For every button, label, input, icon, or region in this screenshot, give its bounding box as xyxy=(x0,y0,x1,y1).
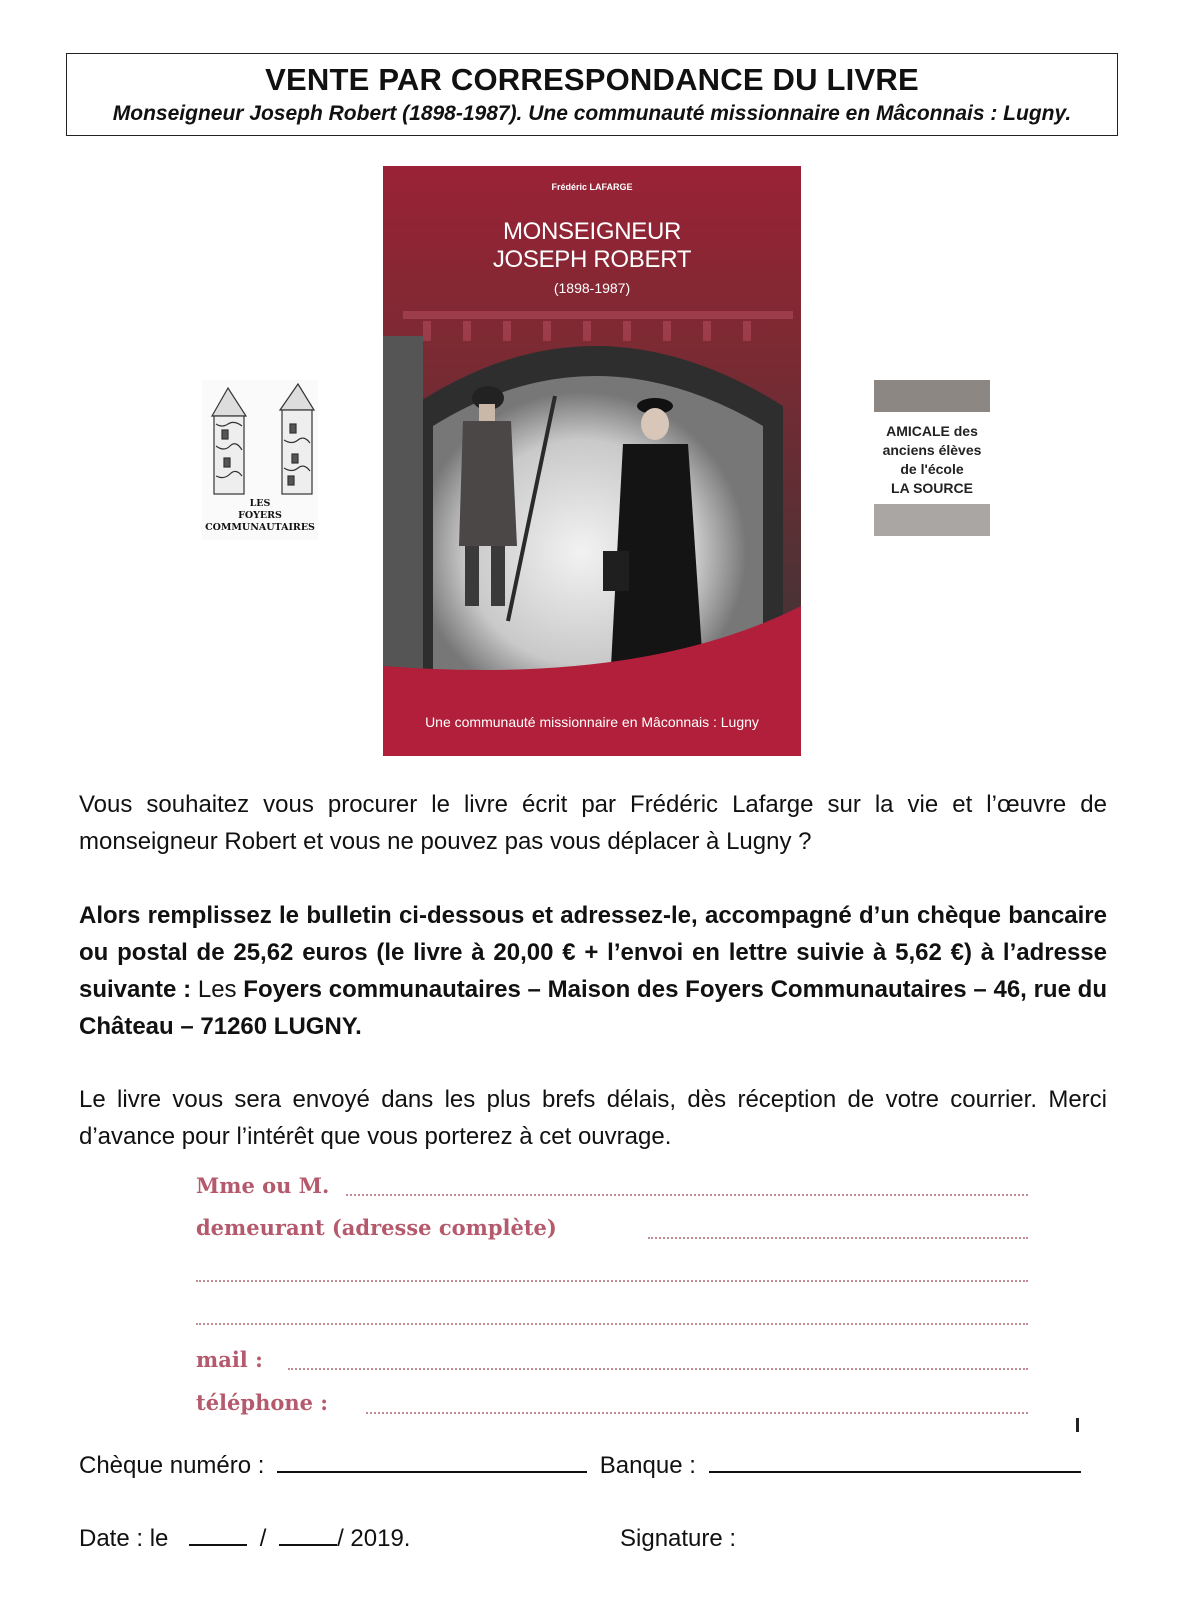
name-field[interactable] xyxy=(346,1194,1028,1196)
name-label: Mme ou M. xyxy=(196,1173,330,1198)
bank-field[interactable] xyxy=(709,1471,1081,1473)
mail-field[interactable] xyxy=(288,1368,1028,1370)
intro-paragraph: Vous souhaitez vous procurer le livre écrit par Frédéric Lafarge sur la vie et l’œuvre de monseigneur Robert et vous ne pouvez pas vous déplacer à Lugny ? xyxy=(79,791,1107,855)
page-subtitle: Monseigneur Joseph Robert (1898-1987). Une communauté missionnaire en Mâconnais : Lugny. xyxy=(112,102,1072,125)
stray-mark xyxy=(1076,1418,1079,1432)
amicale-logo xyxy=(874,380,990,536)
cover-title: MONSEIGNEUR JOSEPH ROBERT xyxy=(492,218,692,273)
book-cover xyxy=(383,166,801,756)
phone-label: téléphone : xyxy=(196,1390,329,1415)
cheque-row xyxy=(79,1452,1081,1480)
towers-icon xyxy=(202,380,318,498)
cover-subtitle: Une communauté missionnaire en Mâconnais : Lugny xyxy=(425,714,759,730)
amicale-logo-bar-bottom xyxy=(874,504,990,536)
header-box xyxy=(66,53,1118,136)
mail-label: mail : xyxy=(196,1347,263,1372)
foyers-logo xyxy=(202,380,318,540)
address-field-line2[interactable] xyxy=(196,1280,1028,1282)
cover-years: (1898-1987) xyxy=(553,280,631,296)
date-separator: / xyxy=(259,1525,267,1552)
page-title: VENTE PAR CORRESPONDANCE DU LIVRE xyxy=(265,62,919,97)
cover-author: Frédéric LAFARGE xyxy=(551,182,633,192)
signature-label: Signature : xyxy=(620,1525,737,1552)
address-field-line3[interactable] xyxy=(196,1323,1028,1325)
cheque-label: Chèque numéro : xyxy=(79,1452,265,1479)
address-label: demeurant (adresse complète) xyxy=(196,1215,557,1240)
date-row xyxy=(79,1525,410,1553)
amicale-logo-bar-top xyxy=(874,380,990,412)
date-year: / 2019. xyxy=(337,1525,411,1552)
instructions-paragraph: Alors remplissez le bulletin ci-dessous et adressez-le, accompagné d’un chèque bancaire ou postal de 25,62 euros (le livre à 20,00 € + l’envoi en lettre suivie à 5,62 €) à l’adresse suivante : Les Foyers communautaires – Maison des Foyers Communautaires – 46, rue du Château – 71260 LUGNY. xyxy=(79,902,1107,1040)
bank-label: Banque : xyxy=(599,1452,696,1479)
date-day-field[interactable] xyxy=(189,1544,247,1546)
delivery-paragraph: Le livre vous sera envoyé dans les plus brefs délais, dès réception de votre courrier. Merci d’avance pour l’intérêt que vous porterez à cet ouvrage. xyxy=(79,1086,1107,1150)
address-field-line1[interactable] xyxy=(648,1237,1028,1239)
date-month-field[interactable] xyxy=(279,1544,337,1546)
phone-field[interactable] xyxy=(366,1412,1028,1414)
amicale-logo-text: AMICALE des anciens élèves de l'école LA SOURCE xyxy=(882,423,982,496)
cheque-number-field[interactable] xyxy=(277,1471,587,1473)
foyers-logo-text: LES FOYERS COMMUNAUTAIRES xyxy=(205,498,315,533)
date-label: Date : le xyxy=(79,1525,169,1552)
